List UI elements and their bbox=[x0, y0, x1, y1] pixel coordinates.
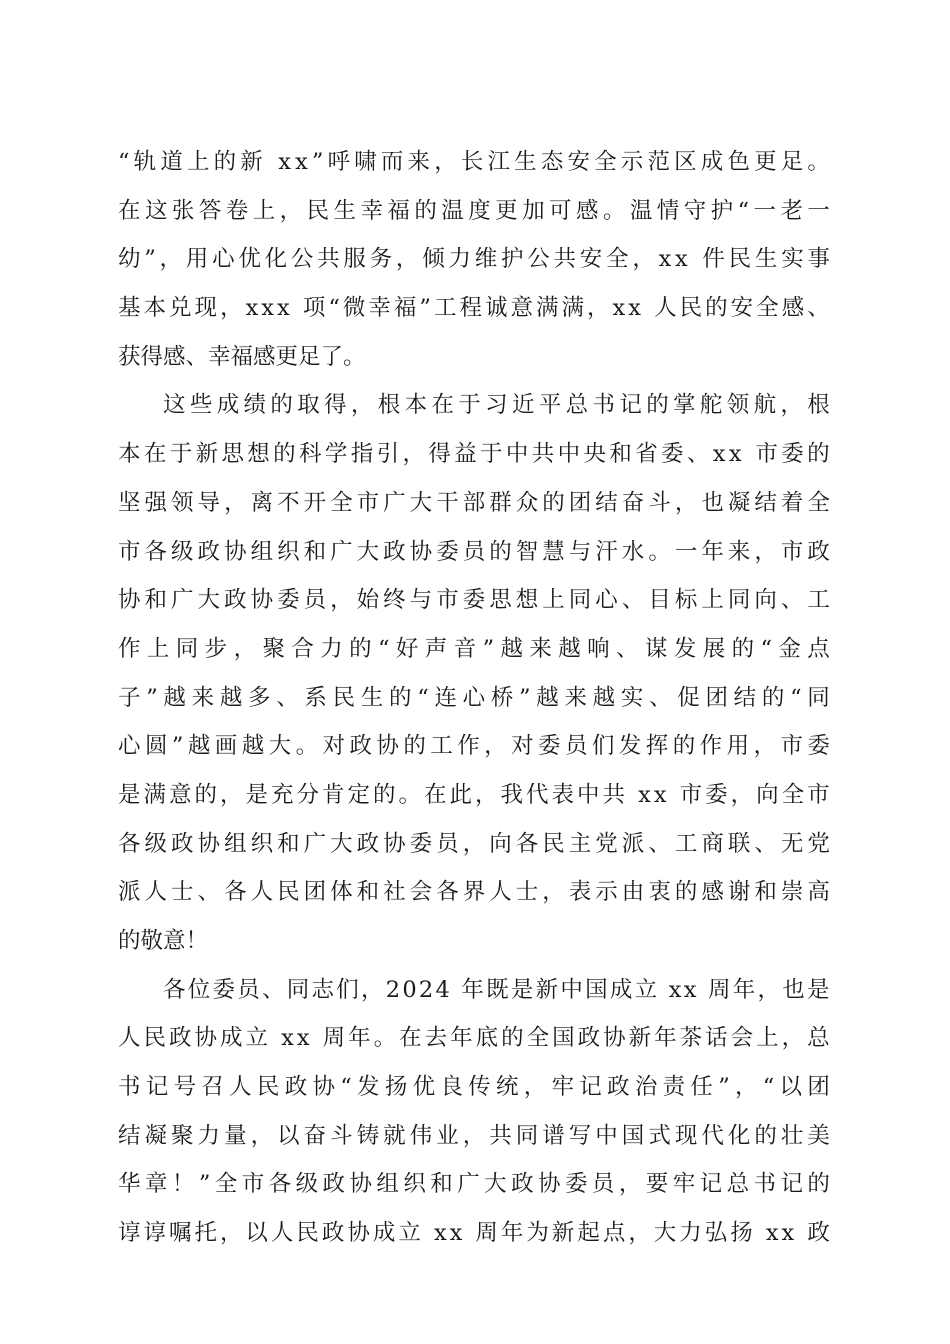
paragraph-first-line: 各 位 委 员 、 同 志 们 ， 2 0 2 4 年 既 是 新 中 国 成 立 x x 周 年 ， 也 是 bbox=[163, 976, 830, 1003]
text-line: 人 民 政 协 成 立 x x 周 年 。 在 去 年 底 的 全 国 政 协 新 年 茶 话 会 上 ， 总 bbox=[118, 1025, 830, 1052]
text-line: 各 级 政 协 组 织 和 广 大 政 协 委 员 ， 向 各 民 主 党 派 、 工 商 联 、 无 党 bbox=[118, 830, 830, 857]
text-line: 子 ” 越 来 越 多 、 系 民 生 的 “ 连 心 桥 ” 越 来 越 实 、 促 团 结 的 “ 同 bbox=[118, 684, 830, 711]
text-line: 基 本 兑 现 ， x x x 项 “ 微 幸 福 ” 工 程 诚 意 满 满 ， x x 人 民 的 安 全 感 、 bbox=[118, 295, 830, 322]
text-line: 获得感、幸福感更足了。 bbox=[118, 343, 366, 370]
text-line: 协 和 广 大 政 协 委 员 ， 始 终 与 市 委 思 想 上 同 心 、 目 标 上 同 向 、 工 bbox=[118, 587, 830, 614]
text-line: 本 在 于 新 思 想 的 科 学 指 引 ， 得 益 于 中 共 中 央 和 省 委 、 x x 市 委 的 bbox=[118, 441, 830, 468]
text-line: 书 记 号 召 人 民 政 协 “ 发 扬 优 良 传 统 ， 牢 记 政 治 责 任 ” ， “ 以 团 bbox=[118, 1074, 830, 1101]
text-line: 市 各 级 政 协 组 织 和 广 大 政 协 委 员 的 智 慧 与 汗 水 。 一 年 来 ， 市 政 bbox=[118, 538, 830, 565]
text-line: 作 上 同 步 ， 聚 合 力 的 “ 好 声 音 ” 越 来 越 响 、 谋 发 展 的 “ 金 点 bbox=[118, 635, 830, 662]
text-line: “ 轨 道 上 的 新 x x ” 呼 啸 而 来 ， 长 江 生 态 安 全 示 范 区 成 色 更 足 。 bbox=[118, 149, 830, 175]
text-line: 谆 谆 嘱 托 ， 以 人 民 政 协 成 立 x x 周 年 为 新 起 点 ， 大 力 弘 扬 x x 政 bbox=[118, 1220, 830, 1247]
text-line: 是 满 意 的 ， 是 充 分 肯 定 的 。 在 此 ， 我 代 表 中 共 x x 市 委 ， 向 全 市 bbox=[118, 781, 830, 808]
text-line: 华 章 ！ ” 全 市 各 级 政 协 组 织 和 广 大 政 协 委 员 ， 要 牢 记 总 书 记 的 bbox=[118, 1171, 830, 1198]
text-line: 心 圆 ” 越 画 越 大 。 对 政 协 的 工 作 ， 对 委 员 们 发 挥 的 作 用 ， 市 委 bbox=[118, 733, 830, 760]
text-line: 坚 强 领 导 ， 离 不 开 全 市 广 大 干 部 群 众 的 团 结 奋 斗 ， 也 凝 结 着 全 bbox=[118, 489, 830, 516]
text-line: 在 这 张 答 卷 上 ， 民 生 幸 福 的 温 度 更 加 可 感 。 温 情 守 护 “ 一 老 一 bbox=[118, 197, 830, 224]
text-line: 派 人 士 、 各 人 民 团 体 和 社 会 各 界 人 士 ， 表 示 由 衷 的 感 谢 和 崇 高 bbox=[118, 879, 830, 906]
text-line: 幼 ” ， 用 心 优 化 公 共 服 务 ， 倾 力 维 护 公 共 安 全 ， x x 件 民 生 实 事 bbox=[118, 246, 830, 273]
document-body bbox=[118, 138, 830, 1258]
text-line: 的敬意！ bbox=[118, 928, 209, 954]
paragraph-first-line: 这 些 成 绩 的 取 得 ， 根 本 在 于 习 近 平 总 书 记 的 掌 舵 领 航 ， 根 bbox=[163, 392, 830, 419]
text-line: 结 凝 聚 力 量 ， 以 奋 斗 铸 就 伟 业 ， 共 同 谱 写 中 国 式 现 代 化 的 壮 美 bbox=[118, 1122, 830, 1149]
